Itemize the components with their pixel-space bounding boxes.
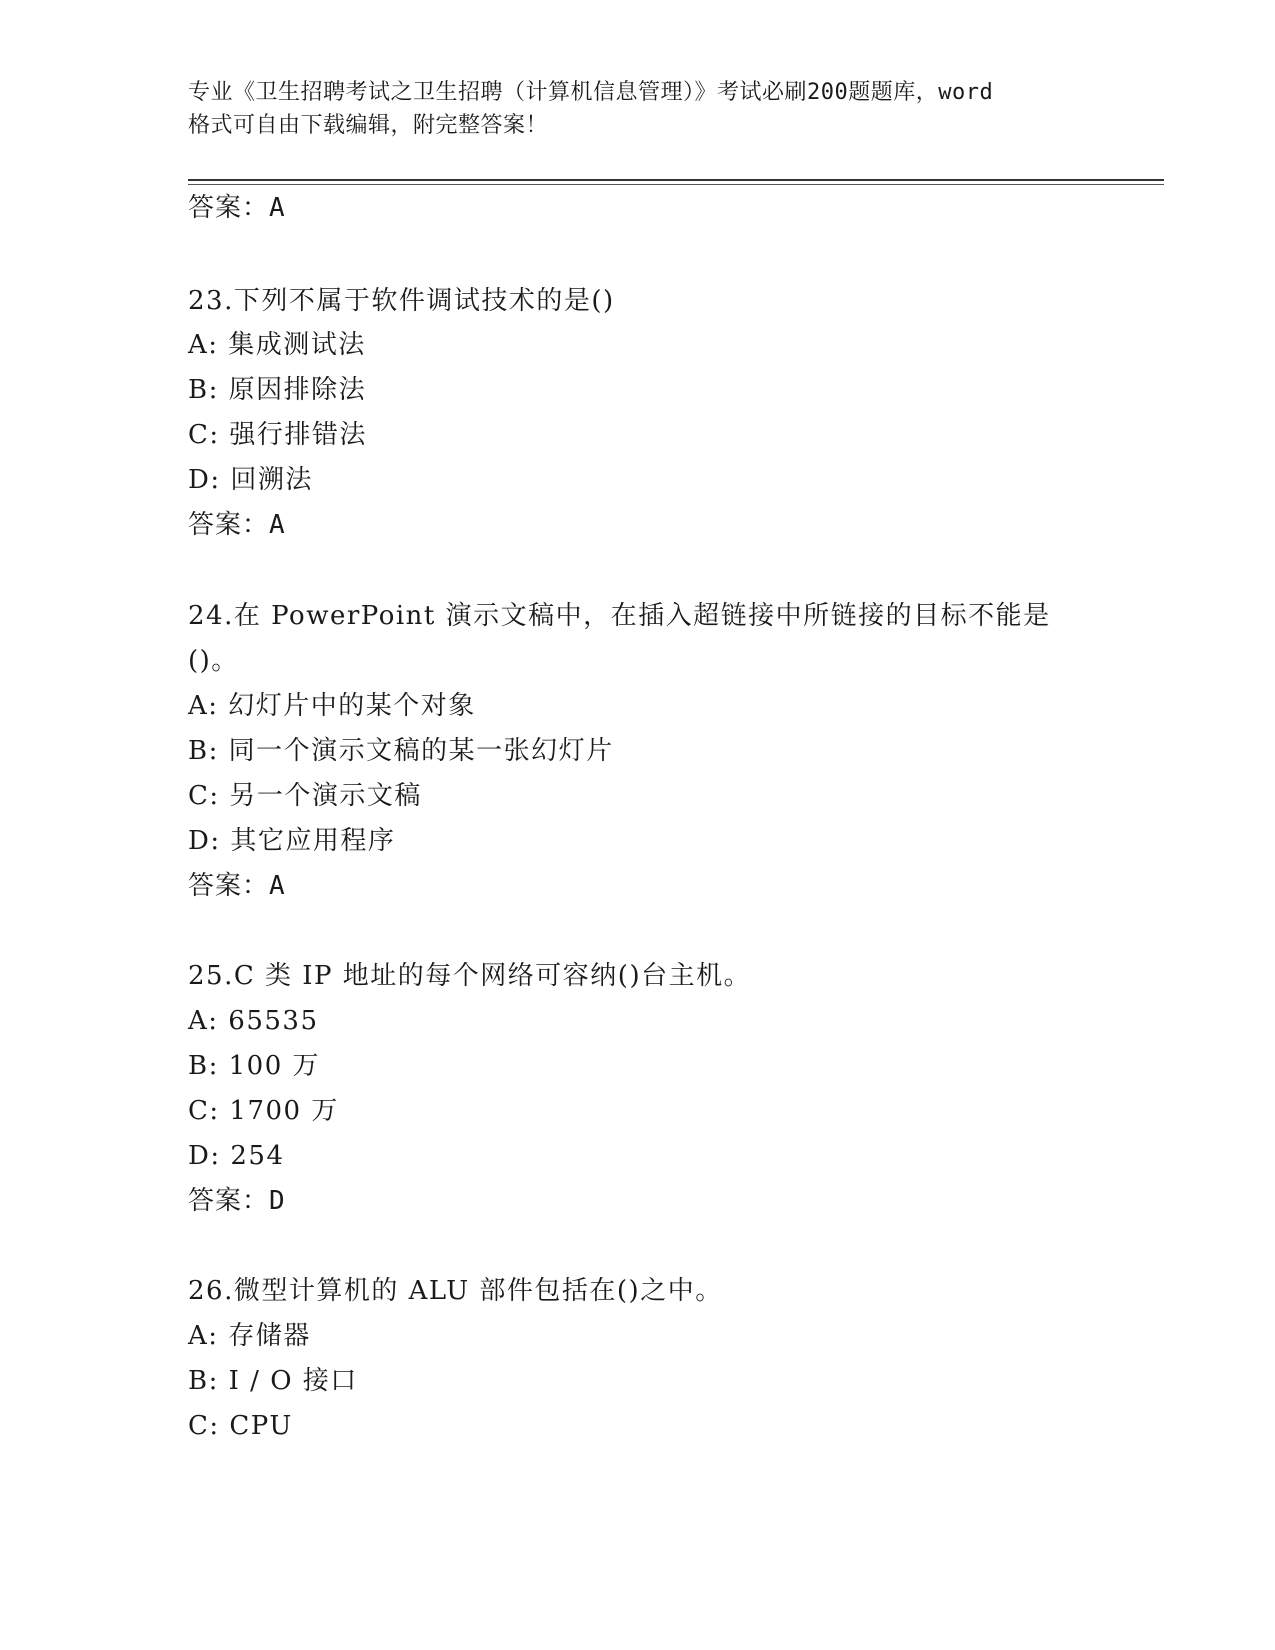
header-line-1: 专业《卫生招聘考试之卫生招聘（计算机信息管理）》考试必刷200题题库，word (188, 80, 994, 105)
question-25-option-b: B: 100 万 (188, 1051, 321, 1081)
question-26-option-b: B: I / O 接口 (188, 1366, 358, 1396)
question-26-stem: 26.微型计算机的 ALU 部件包括在()之中。 (188, 1276, 723, 1306)
question-23-option-a: A: 集成测试法 (188, 330, 366, 360)
question-26-option-c: C: CPU (188, 1411, 293, 1441)
question-23-option-b: B: 原因排除法 (188, 375, 367, 405)
previous-answer: 答案：A (188, 193, 286, 223)
header-line-2: 格式可自由下载编辑，附完整答案！ (188, 113, 549, 138)
document-header (188, 76, 1108, 142)
question-24-option-d: D: 其它应用程序 (188, 826, 396, 856)
question-23-option-d: D: 回溯法 (188, 465, 313, 495)
question-26-option-a: A: 存储器 (188, 1321, 311, 1351)
question-24-answer: 答案：A (188, 871, 286, 901)
question-24-option-c: C: 另一个演示文稿 (188, 781, 422, 811)
question-25-stem: 25.C 类 IP 地址的每个网络可容纳()台主机。 (188, 961, 752, 991)
question-23-option-c: C: 强行排错法 (188, 420, 367, 450)
question-24-option-b: B: 同一个演示文稿的某一张幻灯片 (188, 736, 614, 766)
question-25-option-a: A: 65535 (188, 1006, 319, 1036)
header-divider-thick (188, 179, 1164, 181)
question-24-stem-line-2: ()。 (188, 646, 239, 676)
question-24-stem-line-1: 24.在 PowerPoint 演示文稿中，在插入超链接中所链接的目标不能是 (188, 601, 1051, 631)
question-24-option-a: A: 幻灯片中的某个对象 (188, 691, 476, 721)
question-25-option-c: C: 1700 万 (188, 1096, 339, 1126)
question-23-answer: 答案：A (188, 510, 286, 540)
question-25-answer: 答案：D (188, 1186, 286, 1216)
header-divider-thin (188, 184, 1164, 185)
question-25-option-d: D: 254 (188, 1141, 285, 1171)
question-23-stem: 23.下列不属于软件调试技术的是() (188, 286, 615, 316)
